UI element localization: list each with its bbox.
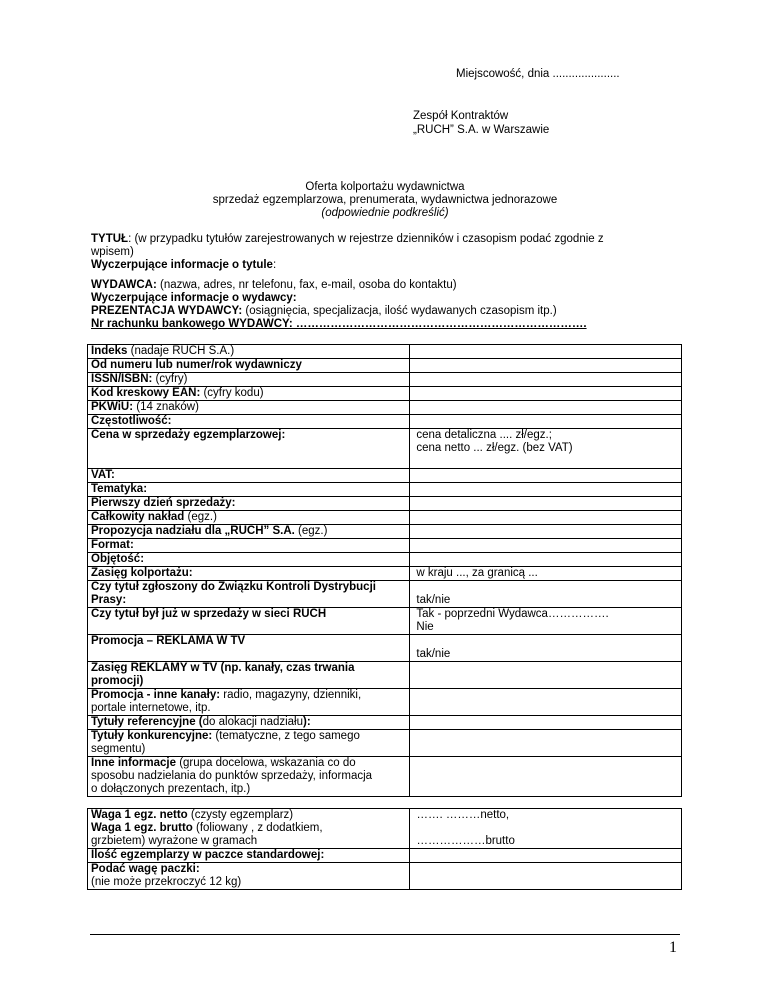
konk-title: Tytuły konkurencyjne: (91, 730, 213, 742)
table-row (88, 525, 682, 539)
ilosc-value-cell[interactable] (410, 849, 682, 863)
konk-note-1: (tematyczne, z tego samego (212, 730, 360, 742)
table-row (88, 511, 682, 525)
waga-netto-note: (czysty egzemplarz) (187, 809, 294, 821)
promocja-inne-note-1: radio, magazyny, dzienniki, (220, 689, 362, 701)
row-label (88, 387, 410, 401)
table-row (88, 469, 682, 483)
publisher-field (91, 279, 457, 292)
zgloszony-line-2: Prasy: (91, 594, 127, 606)
propozycja-value-cell[interactable] (410, 525, 682, 539)
tematyka-label: Tematyka: (88, 483, 410, 497)
waga-brutto-note-2: grzbietem) wyrażone w gramach (91, 835, 258, 847)
inne-note-3: o dołączonych prezentach, itp.) (91, 783, 251, 795)
tytuly-referencyjne-value-cell[interactable] (410, 716, 682, 730)
czestotliwosc-label: Częstotliwość: (88, 415, 410, 429)
table-row (88, 757, 682, 797)
zasieg-label: Zasięg kolportażu: (88, 567, 410, 581)
tytuly-referencyjne-label (88, 716, 410, 730)
cena-detaliczna: cena detaliczna .... zł/egz.; (416, 429, 552, 441)
inne-note-1: (grupa docelowa, wskazania co do (176, 757, 356, 769)
table-row (88, 567, 682, 581)
ref-title: Tytuły referencyjne ( (91, 716, 203, 728)
table-row (88, 730, 682, 757)
propozycja-note: (egz.) (294, 525, 328, 537)
title-label: TYTUŁ (91, 233, 129, 245)
weight-table (87, 808, 682, 890)
zasieg-reklamy-line-2: promocji) (91, 675, 144, 687)
table-row (88, 483, 682, 497)
tytuly-konkurencyjne-label (88, 730, 410, 757)
naklad-value-cell[interactable] (410, 511, 682, 525)
promocja-tv-value-cell[interactable] (410, 635, 682, 662)
format-label: Format: (88, 539, 410, 553)
table-row (88, 689, 682, 716)
promocja-inne-label (88, 689, 410, 716)
konk-note-2: segmentu) (91, 743, 146, 755)
sprzedaz-value-1: Tak - poprzedni Wydawca……………. (416, 608, 609, 620)
sprzedaz-value-cell[interactable] (410, 608, 682, 635)
waga-paczki-label (88, 863, 410, 890)
promocja-tv-label: Promocja – REKLAMA W TV (88, 635, 410, 662)
vat-value-cell[interactable] (410, 469, 682, 483)
table-row (88, 345, 682, 359)
promocja-inne-title: Promocja - inne kanały: (91, 689, 221, 701)
publisher-info: Wyczerpujące informacje o wydawcy: (91, 292, 297, 304)
title-info-suffix: : (272, 259, 277, 271)
issn-label: ISSN/ISBN: (91, 373, 153, 385)
page-number: 1 (669, 939, 677, 956)
row-label (88, 401, 410, 415)
zasieg-value-cell[interactable]: w kraju ..., za granicą ... (410, 567, 682, 581)
cena-label: Cena w sprzedaży egzemplarzowej: (88, 429, 410, 469)
row-label (88, 525, 410, 539)
pierwszy-dzien-label: Pierwszy dzień sprzedaży: (88, 497, 410, 511)
table-row (88, 581, 682, 608)
zgloszony-label (88, 581, 410, 608)
row-label (88, 345, 410, 359)
bank-account-line: Nr rachunku bankowego WYDAWCY: …………………………………………………………………. (91, 318, 587, 330)
table-row (88, 497, 682, 511)
format-value-cell[interactable] (410, 539, 682, 553)
offer-subtitle: sprzedaż egzemplarzowa, prenumerata, wydawnictwa jednorazowe (212, 194, 558, 206)
addressee-line-2: „RUCH” S.A. w Warszawie (413, 124, 550, 136)
zgloszony-line-1: Czy tytuł zgłoszony do Związku Kontroli Dystrybucji (91, 581, 376, 593)
issn-note: (cyfry) (152, 373, 188, 385)
waga-label (88, 809, 410, 849)
propozycja-label: Propozycja nadziału dla „RUCH” S.A. (91, 525, 295, 537)
table-row (88, 359, 682, 373)
table-row (88, 849, 682, 863)
table-row (88, 809, 682, 849)
pkwiu-note: (14 znaków) (133, 401, 199, 413)
table-row (88, 539, 682, 553)
od-numeru-label: Od numeru lub numer/rok wydawniczy (88, 359, 410, 373)
title-info (91, 259, 276, 272)
waga-netto-title: Waga 1 egz. netto (91, 809, 188, 821)
objetosc-value-cell[interactable] (410, 553, 682, 567)
inne-title: Inne informacje (91, 757, 176, 769)
cena-value-cell[interactable] (410, 429, 682, 469)
waga-brutto-title: Waga 1 egz. brutto (91, 822, 193, 834)
zasieg-reklamy-value-cell[interactable] (410, 662, 682, 689)
od-numeru-value-cell[interactable] (410, 359, 682, 373)
waga-brutto-note-1: (foliowany , z dodatkiem, (192, 822, 323, 834)
waga-paczki-title: Podać wagę paczki: (91, 863, 200, 875)
vat-label: VAT: (88, 469, 410, 483)
waga-paczki-note: (nie może przekroczyć 12 kg) (91, 876, 242, 888)
waga-paczki-value-cell[interactable] (410, 863, 682, 890)
publisher-description: (nazwa, adres, nr telefonu, fax, e-mail, osoba do kontaktu) (156, 279, 457, 291)
zasieg-reklamy-label (88, 662, 410, 689)
zasieg-reklamy-line-1: Zasięg REKLAMY w TV (np. kanały, czas trwania (91, 662, 355, 674)
table-row (88, 863, 682, 890)
inne-informacje-value-cell[interactable] (410, 757, 682, 797)
inne-informacje-label (88, 757, 410, 797)
presentation-label: PREZENTACJA WYDAWCY: (91, 305, 243, 317)
waga-netto-value: ……. ………netto, (416, 809, 510, 821)
waga-brutto-value: ………………brutto (416, 835, 515, 847)
row-label (88, 511, 410, 525)
place-date-line: Miejscowość, dnia ..................... (456, 68, 620, 80)
table-row (88, 429, 682, 469)
table-row (88, 401, 682, 415)
presentation-description: (osiągnięcia, specjalizacja, ilość wydawanych czasopism itp.) (242, 305, 557, 317)
issn-value-cell[interactable] (410, 373, 682, 387)
title-field (91, 233, 691, 246)
table-row (88, 387, 682, 401)
pierwszy-dzien-value-cell[interactable] (410, 497, 682, 511)
waga-value-cell[interactable] (410, 809, 682, 849)
offer-details-table (87, 344, 682, 797)
title-info-label: Wyczerpujące informacje o tytule (91, 259, 273, 271)
title-description: : (w przypadku tytułów zarejestrowanych w rejestrze dzienników i czasopism podać zgodnie z (128, 233, 604, 245)
table-row (88, 662, 682, 689)
promocja-inne-note-2: portale internetowe, itp. (91, 702, 211, 714)
indeks-note: (nadaje RUCH S.A.) (127, 345, 235, 357)
pkwiu-label: PKWiU: (91, 401, 134, 413)
ean-value-cell[interactable] (410, 387, 682, 401)
table-row (88, 373, 682, 387)
publisher-presentation (91, 305, 557, 318)
naklad-note: (egz.) (184, 511, 217, 523)
ref-note: do alokacji nadziału (202, 716, 304, 728)
naklad-label: Całkowity nakład (91, 511, 185, 523)
ilosc-label: Ilość egzemplarzy w paczce standardowej: (88, 849, 410, 863)
title-description-cont: wpisem) (91, 246, 134, 258)
table-row (88, 716, 682, 730)
sprzedaz-value-2: Nie (416, 621, 434, 633)
publisher-label: WYDAWCA: (91, 279, 157, 291)
indeks-label: Indeks (91, 345, 128, 357)
ref-close: ): (303, 716, 311, 728)
objetosc-label: Objętość: (88, 553, 410, 567)
czestotliwosc-value-cell[interactable] (410, 415, 682, 429)
row-label (88, 373, 410, 387)
tytuly-konkurencyjne-value-cell[interactable] (410, 730, 682, 757)
zgloszony-value-cell[interactable] (410, 581, 682, 608)
ean-note: (cyfry kodu) (200, 387, 264, 399)
offer-title: Oferta kolportażu wydawnictwa (305, 181, 465, 193)
table-row (88, 635, 682, 662)
cena-netto: cena netto ... zł/egz. (bez VAT) (416, 442, 573, 454)
table-row (88, 415, 682, 429)
footer-divider (90, 934, 680, 935)
offer-hint: (odpowiednie podkreślić) (321, 207, 449, 219)
pkwiu-value-cell[interactable] (410, 401, 682, 415)
addressee-line-1: Zespół Kontraktów (413, 110, 509, 122)
promocja-inne-value-cell[interactable] (410, 689, 682, 716)
sprzedaz-label: Czy tytuł był już w sprzedaży w sieci RUCH (88, 608, 410, 635)
tematyka-value-cell[interactable] (410, 483, 682, 497)
table-row (88, 608, 682, 635)
inne-note-2: sposobu nadzielania do punktów sprzedaży, informacja (91, 770, 373, 782)
zgloszony-value: tak/nie (416, 594, 451, 606)
ean-label: Kod kreskowy EAN: (91, 387, 201, 399)
indeks-value-cell[interactable] (410, 345, 682, 359)
table-row (88, 553, 682, 567)
promocja-tv-value: tak/nie (416, 648, 451, 660)
